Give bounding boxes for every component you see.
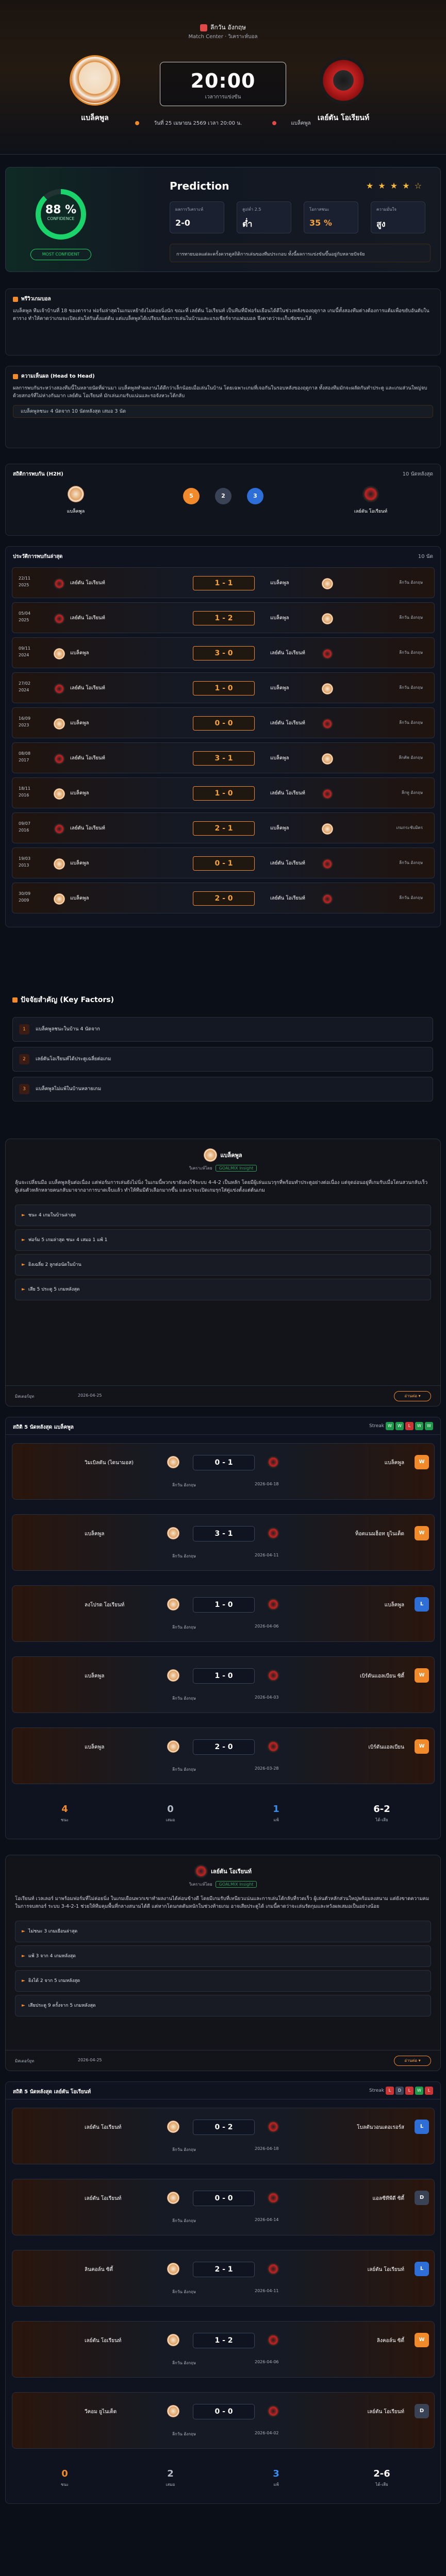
away-analysis-point: ► เสียประตู 9 ครั้งจาก 5 เกมหลังสุด (15, 1995, 431, 2016)
streak-pill: L (425, 2087, 433, 2095)
h2h-summary-section (5, 464, 441, 536)
form-result-badge: W (415, 1526, 429, 1540)
streak-pill: L (405, 2087, 414, 2095)
h2h-left-team: แบล็คพูล (70, 860, 89, 866)
team-logo (267, 2334, 279, 2346)
team-logo (167, 2192, 179, 2204)
form-result-badge: W (415, 1455, 429, 1469)
h2h-away-logo (362, 486, 379, 502)
form-score: 3 - 1 (193, 1526, 255, 1541)
form-result-badge: D (415, 2191, 429, 2205)
team-logo (167, 1598, 179, 1611)
form-result-badge: D (415, 2404, 429, 2418)
h2h-draws: 2 (215, 488, 232, 504)
away-form-title: สถิติ 5 นัดหลังสุด เลย์ตัน โอเรียนท์ (13, 2089, 91, 2095)
form-left-team: เลย์ตัน โอเรียนท์ (85, 2125, 122, 2130)
kickoff-time: 20:00 (190, 70, 256, 92)
h2h-score: 1 - 2 (193, 611, 255, 625)
form-date: 2026-04-06 (255, 1624, 279, 1629)
team-logo (267, 1598, 279, 1611)
h2h-match-row (12, 883, 435, 913)
h2h-analysis-title: ความเห็นผล (Head to Head) (21, 374, 95, 379)
streak-pill: L (405, 1422, 414, 1430)
h2h-score: 0 - 0 (193, 716, 255, 731)
form-date: 2026-04-14 (255, 2217, 279, 2222)
form-score: 0 - 0 (193, 2404, 255, 2419)
league-subtitle: Match Center · วิเคราะห์บอล (188, 34, 258, 40)
bolt-icon (12, 997, 18, 1003)
stat-overunder: สูง/ต่ำ 2.5 ต่ำ (237, 201, 291, 233)
team-logo (54, 578, 65, 589)
h2h-score: 2 - 0 (193, 891, 255, 906)
confidence-ring (36, 189, 86, 240)
h2h-right-team: แบล็คพูล (270, 825, 289, 831)
form-left-team: แบล็คพูล (85, 1744, 105, 1750)
form-match-row (12, 1727, 435, 1784)
preview-text: แบล็คพูล ทีมเจ้าบ้านที่ 18 ของตาราง ฟอร์มล่าสุดในเกมเหย้ายังไม่ค่อยนิ่งนัก ขณะที่ เลย์ตัน โอเรียนท์ เป็นทีมที่มีฟอร์มเยือนได้ดีในช่วงหลังของฤดูกาล เกมนี้ทั้งสองทีมต่างต้องการแต้มเพื่อขยับอันดับในตาราง ทำให้คาดว่าเกมจะเปิดเล่นใส่กันตั้งแต่ต้น แต่แบล็คพูลได้เปรียบเรื่องการเล่นในบ้านและแรงเชียร์จากแฟนบอล จึงคาดว่าจะเก็บชัยชนะได้ (13, 308, 430, 321)
form-match-row (12, 2321, 435, 2378)
team-logo (267, 2121, 279, 2133)
h2h-date: 05/04 2025 (19, 611, 31, 622)
h2h-date: 18/11 2016 (19, 786, 31, 798)
home-analysis-point: ► ชนะ 4 เกมในบ้านล่าสุด (15, 1205, 431, 1226)
away-streak: Streak L D L W L (369, 2087, 433, 2095)
home-team-analysis (5, 1139, 441, 1406)
key-factors-title: ปัจจัยสำคัญ (Key Factors) (21, 996, 114, 1004)
h2h-right-team: แบล็คพูล (270, 755, 289, 761)
h2h-competition: ลีกวัน อังกฤษ (399, 580, 423, 585)
home-team-name: แบล็คพูล (81, 114, 109, 122)
home-read-more-button[interactable]: อ่านต่อ ▾ (394, 1391, 431, 1401)
team-logo (54, 788, 65, 800)
form-left-team: วีคอม ยูไนเต็ด (85, 2409, 117, 2415)
league-title: ลีกวัน อังกฤษ (0, 23, 446, 32)
h2h-competition: ลีกวัน อังกฤษ (399, 685, 423, 690)
rating-stars: ★ ★ ★ ★ ☆ (366, 181, 423, 191)
form-left-team: เลย์ตัน โอเรียนท์ (85, 2338, 122, 2344)
form-right-team: แบล็คพูล (384, 1460, 404, 1466)
calendar-icon (135, 121, 139, 125)
team-logo (322, 753, 333, 765)
h2h-competition: ลีกวัน อังกฤษ (399, 650, 423, 655)
form-competition: ลีกวัน อังกฤษ (172, 1767, 196, 1772)
form-date: 2026-04-02 (255, 2431, 279, 2435)
form-date: 2026-04-11 (255, 2289, 279, 2293)
h2h-home-wins: 5 (183, 488, 200, 504)
home-team-logo (71, 57, 119, 104)
team-logo (167, 1456, 179, 1468)
h2h-right-team: เลย์ตัน โอเรียนท์ (270, 650, 305, 656)
team-logo (54, 648, 65, 659)
form-competition: ลีกวัน อังกฤษ (172, 1696, 196, 1701)
h2h-left-team: เลย์ตัน โอเรียนท์ (70, 580, 105, 586)
h2h-match-row (12, 812, 435, 843)
h2h-date: 08/08 2017 (19, 751, 31, 762)
stat-confidence: ความมั่นใจ สูง (371, 201, 425, 233)
streak-pill: W (415, 1422, 423, 1430)
team-logo (167, 2334, 179, 2346)
away-form-totals: 0 ชนะ 2 เสมอ 3 แพ้ 2-6 ได้-เสีย (60, 2468, 390, 2487)
team-logo (267, 1527, 279, 1539)
form-left-team: ลินคอล์น ซิตี้ (85, 2267, 113, 2273)
form-competition: ลีกวัน อังกฤษ (172, 2361, 196, 2365)
league-icon (200, 24, 207, 31)
shirt-icon (272, 121, 276, 125)
home-team-logo (204, 1148, 217, 1162)
team-logo (267, 1669, 279, 1682)
h2h-match-row (12, 707, 435, 738)
key-factor-item: 3 แบล็คพูลไม่แพ้ในบ้านหลายเกม (12, 1077, 433, 1101)
form-date: 2026-03-28 (255, 1766, 279, 1771)
h2h-score: 2 - 1 (193, 821, 255, 836)
h2h-competition: เกมกระชับมิตร (396, 825, 423, 830)
form-score: 2 - 1 (193, 2262, 255, 2277)
h2h-right-team: เลย์ตัน โอเรียนท์ (270, 860, 305, 866)
h2h-date: 16/09 2023 (19, 716, 31, 727)
form-result-badge: W (415, 1739, 429, 1754)
streak-pill: L (386, 2087, 394, 2095)
confidence-label: CONFIDENCE (47, 216, 75, 221)
away-team-analysis (5, 1855, 441, 2071)
away-analysis-name: เลย์ตัน โอเรียนท์ (211, 1868, 252, 1875)
form-right-team: เลย์ตัน โอเรียนท์ (367, 2267, 404, 2273)
form-competition: ลีกวัน อังกฤษ (172, 2432, 196, 2436)
team-logo (54, 858, 65, 870)
h2h-score: 3 - 0 (193, 646, 255, 660)
form-match-row (12, 1443, 435, 1500)
form-match-row (12, 1585, 435, 1642)
team-logo (267, 2263, 279, 2275)
form-left-team: เลย์ตัน โอเรียนท์ (85, 2196, 122, 2201)
h2h-date: 27/02 2024 (19, 681, 31, 692)
kickoff-box (160, 62, 286, 106)
h2h-competition: ลีกวัน อังกฤษ (399, 720, 423, 725)
team-logo (322, 823, 333, 835)
away-team-logo (194, 1865, 208, 1878)
h2h-right-team: เลย์ตัน โอเรียนท์ (270, 895, 305, 901)
prediction-note: การทายบอลแต่ละครั้งควรดูสถิติการเล่นของทีมประกอบ ทั้งนี้ผลการแข่งขันขึ้นอยู่กับหลายปัจจัย (170, 244, 431, 262)
h2h-left-team: แบล็คพูล (70, 895, 89, 901)
form-result-badge: L (415, 2262, 429, 2276)
h2h-competition: ลีกวัน อังกฤษ (399, 615, 423, 620)
team-logo (54, 893, 65, 905)
stat-result: ผลการวิเคราะห์ 2-0 (170, 201, 224, 233)
team-logo (267, 2192, 279, 2204)
team-logo (167, 1669, 179, 1682)
h2h-left-team: เลย์ตัน โอเรียนท์ (70, 825, 105, 831)
away-analysis-by: วิเคราะห์โดย (189, 1882, 212, 1887)
h2h-right-team: เลย์ตัน โอเรียนท์ (270, 790, 305, 796)
h2h-analysis-tag: แบล็คพูลชนะ 4 นัดจาก 10 นัดหลังสุด เสมอ 3 นัด (13, 405, 433, 418)
form-match-row (12, 1514, 435, 1571)
form-result-badge: L (415, 2120, 429, 2134)
h2h-score: 0 - 1 (193, 856, 255, 871)
h2h-list (5, 546, 441, 927)
team-logo (54, 613, 65, 624)
home-streak: Streak W W L W W (369, 1422, 433, 1430)
form-date: 2026-04-03 (255, 1695, 279, 1700)
form-competition: ลีกวัน อังกฤษ (172, 1625, 196, 1630)
form-match-row (12, 2179, 435, 2235)
form-left-team: แบล็คพูล (85, 1673, 105, 1679)
h2h-left-team: เลย์ตัน โอเรียนท์ (70, 615, 105, 621)
form-date: 2026-04-06 (255, 2360, 279, 2364)
h2h-match-row (12, 848, 435, 878)
team-logo (54, 753, 65, 765)
team-logo (322, 683, 333, 694)
home-analysis-author: มิสเตอร์ยุท (15, 1394, 35, 1399)
away-analysis-badge: GOALMIX Insight (216, 1881, 257, 1888)
prediction-title: Prediction (170, 180, 229, 192)
h2h-summary-title: สถิติการพบกัน (H2H) (13, 471, 63, 477)
form-result-badge: W (415, 1668, 429, 1683)
streak-pill: W (415, 2087, 423, 2095)
most-confident-badge: MOST CONFIDENT (30, 249, 91, 260)
h2h-date: 09/07 2016 (19, 821, 31, 833)
team-logo (322, 718, 333, 730)
streak-pill: D (395, 2087, 404, 2095)
form-match-row (12, 2250, 435, 2307)
team-logo (322, 893, 333, 905)
team-logo (54, 718, 65, 730)
form-result-badge: L (415, 1597, 429, 1612)
h2h-analysis-text: ผลการพบกันระหว่างสองทีมนี้ในหลายนัดที่ผ่านมา แบล็คพูลทำผลงานได้ดีกว่าเล็กน้อยเมื่อเล่นในบ้าน โดยเฉพาะเกมที่เจอกันในรอบหลังของฤดูกาล ทั้งสองทีมมักจะผลัดกันทำประตู และเกมส่วนใหญ่จบด้วยสกอร์ที่ไม่ห่างกันมาก เลย์ตัน โอเรียนท์ มักเล่นเกมรับแน่นและรอจังหวะโต้กลับ (13, 385, 427, 399)
form-right-team: เลย์ตัน โอเรียนท์ (367, 2409, 404, 2415)
team-logo (167, 2263, 179, 2275)
home-analysis-text: ลุ้นจะเปลี่ยนมือ แบล็คพูลลุ้นต่อเนื่อง แต่ฟอร์มการเล่นยังไม่นิ่ง ในเกมนี้พวกเขายังคงใช้ระบบ 4-4-2 เป็นหลัก โดยมีผู้เล่นแนวรุกที่พร้อมทำประตูอย่างต่อเนื่อง แต่จุดอ่อนอยู่ที่เกมรับเมื่อโดนสวนกลับเร็ว ผู้เล่นตัวหลักหลายคนกลับมาจากอาการบาดเจ็บแล้ว ทำให้ทีมมีตัวเลือกมากขึ้น และน่าจะเปิดเกมรุกใส่คู่แข่งตั้งแต่ต้นเกม (15, 1180, 428, 1193)
h2h-competition: ลีกทู อังกฤษ (401, 790, 423, 795)
preview-section (5, 289, 441, 355)
home-analysis-point: ► ฟอร์ม 5 เกมล่าสุด ชนะ 4 เสมอ 1 แพ้ 1 (15, 1229, 431, 1251)
away-analysis-text: โอเรียนท์ เวลเลอร์ มาพร้อมฟอร์มที่ไม่ค่อยนิ่ง ในเกมเยือนพวกเขาทำผลงานได้ค่อนข้างดี โดยมีเกมรับที่เหนียวแน่นและการเล่นโต้กลับที่รวดเร็ว ผู้เล่นตัวหลักส่วนใหญ่พร้อมลงสนาม แต่ยังขาดความคมในการจบสกอร์ ระบบ 3-4-2-1 ช่วยให้ทีมคุมพื้นที่กลางสนามได้ดี แต่หากโดนกดดันหนักในช่วงท้ายเกม อาจเสียประตูได้ เกมนี้คาดว่าจะเล่นรัดกุมและหวังผลเสมอเป็นอย่างน้อย (15, 1896, 430, 1909)
h2h-left-team: เลย์ตัน โอเรียนท์ (70, 755, 105, 761)
home-form-section (5, 1417, 441, 1839)
preview-title: พรีวิวเกมบอล (21, 296, 51, 302)
form-date: 2026-04-11 (255, 1553, 279, 1557)
document-icon (13, 297, 18, 302)
h2h-right-team: เลย์ตัน โอเรียนท์ (270, 720, 305, 726)
h2h-date: 09/11 2024 (19, 646, 31, 657)
form-left-team: ลงโปรด โอเรียนท์ (85, 1602, 125, 1608)
h2h-score: 1 - 0 (193, 681, 255, 696)
team-logo (322, 613, 333, 624)
h2h-date: 30/09 2009 (19, 891, 31, 903)
key-factor-item: 2 เลย์ตันโอเรียนท์ได้ประตูเฉลี่ยต่อเกม (12, 1047, 433, 1072)
form-score: 1 - 0 (193, 1597, 255, 1613)
team-logo (322, 648, 333, 659)
away-analysis-author: มิสเตอร์ยุท (15, 2059, 35, 2063)
h2h-right-team: แบล็คพูล (270, 615, 289, 621)
h2h-match-row (12, 672, 435, 703)
away-form-section (5, 2081, 441, 2504)
form-date: 2026-04-18 (255, 1482, 279, 1486)
match-teams: แบล็คพูล (265, 121, 318, 126)
form-score: 0 - 2 (193, 2120, 255, 2135)
team-logo (167, 1740, 179, 1753)
key-factors (5, 988, 441, 1101)
home-analysis-name: แบล็คพูล (220, 1152, 242, 1159)
form-match-row (12, 2108, 435, 2164)
form-competition: ลีกวัน อังกฤษ (172, 1554, 196, 1558)
confidence-value: 88 % (45, 204, 77, 216)
form-score: 1 - 2 (193, 2333, 255, 2348)
form-date: 2026-04-18 (255, 2146, 279, 2151)
h2h-score: 3 - 1 (193, 751, 255, 766)
streak-pill: W (425, 1422, 433, 1430)
h2h-left-team: เลย์ตัน โอเรียนท์ (70, 685, 105, 691)
h2h-home-logo (68, 486, 84, 502)
home-analysis-date: 2026-04-25 (78, 1393, 102, 1398)
kickoff-label: เวลาการแข่งขัน (205, 94, 241, 100)
prediction-card (5, 167, 441, 272)
team-logo (54, 683, 65, 694)
h2h-left-team: แบล็คพูล (70, 650, 89, 656)
streak-pill: W (395, 1422, 404, 1430)
h2h-right-team: แบล็คพูล (270, 580, 289, 586)
team-logo (267, 1456, 279, 1468)
form-right-team: เบิร์ตันแอลเบียน (368, 1744, 404, 1750)
home-analysis-by: วิเคราะห์โดย (189, 1166, 212, 1171)
match-date: วันที่ 25 เมษายน 2569 เวลา 20:00 น. (128, 121, 249, 126)
form-competition: ลีกวัน อังกฤษ (172, 2147, 196, 2152)
team-logo (267, 2405, 279, 2417)
h2h-home-name: แบล็คพูล (67, 509, 85, 514)
match-hero (0, 0, 446, 155)
h2h-match-row (12, 742, 435, 773)
h2h-date: 19/03 2013 (19, 856, 31, 868)
form-match-row (12, 2392, 435, 2449)
home-form-title: สถิติ 5 นัดหลังสุด แบล็คพูล (13, 1425, 74, 1430)
form-right-team: ลิงคอล์น ซิตี้ (376, 2338, 404, 2344)
h2h-right-team: แบล็คพูล (270, 685, 289, 691)
form-left-team: แบล็คพูล (85, 1531, 105, 1537)
home-analysis-point: ► เสีย 5 ประตู 5 เกมหลังสุด (15, 1279, 431, 1300)
away-analysis-date: 2026-04-25 (78, 2058, 102, 2062)
form-left-team: วิมเบิลดัน (ไดนามอส) (85, 1460, 134, 1466)
team-logo (167, 2121, 179, 2133)
h2h-competition: ลีกวัน อังกฤษ (399, 860, 423, 865)
h2h-list-count: 10 นัด (418, 554, 433, 560)
streak-pill: W (386, 1422, 394, 1430)
h2h-date: 22/11 2025 (19, 576, 31, 587)
h2h-score: 1 - 1 (193, 576, 255, 590)
away-team-name: เลย์ตัน โอเรียนท์ (317, 114, 370, 122)
team-logo (167, 1527, 179, 1539)
away-team-logo (320, 57, 367, 104)
form-competition: ลีกวัน อังกฤษ (172, 2290, 196, 2294)
form-score: 2 - 0 (193, 1739, 255, 1755)
form-score: 0 - 1 (193, 1455, 255, 1470)
stat-winchance: โอกาสชนะ 35 % (304, 201, 358, 233)
h2h-away-wins: 3 (247, 488, 263, 504)
h2h-analysis-section (5, 366, 441, 448)
compare-icon (13, 374, 18, 379)
h2h-away-name: เลย์ตัน โอเรียนท์ (354, 509, 388, 514)
away-analysis-point: ► ยิงได้ 2 จาก 5 เกมหลังสุด (15, 1970, 431, 1992)
h2h-score: 1 - 0 (193, 786, 255, 801)
h2h-left-team: แบล็คพูล (70, 720, 89, 726)
form-right-team: เบิร์ตันแอลเบียน ซิตี้ (360, 1673, 404, 1679)
team-logo (322, 578, 333, 589)
form-right-team: แอลซีทีพีดี ซิตี้ (372, 2196, 404, 2201)
h2h-match-row (12, 777, 435, 808)
away-read-more-button[interactable]: อ่านต่อ ▾ (394, 2056, 431, 2066)
form-competition: ลีกวัน อังกฤษ (172, 2218, 196, 2223)
team-logo (167, 2405, 179, 2417)
form-right-team: ท็อตแนมฮ็อท ยูไนเต็ด (355, 1531, 404, 1537)
form-right-team: โบลตันวอนเดอเรอร์ส (357, 2125, 404, 2130)
home-form-totals: 4 ชนะ 0 เสมอ 1 แพ้ 6-2 ได้-เสีย (60, 1804, 390, 1822)
h2h-summary-count: 10 นัดหลังสุด (402, 471, 433, 477)
key-factor-item: 1 แบล็คพูลชนะในบ้าน 4 นัดจาก (12, 1017, 433, 1042)
home-analysis-point: ► ยิงเฉลี่ย 2 ลูกต่อนัดในบ้าน (15, 1254, 431, 1276)
form-score: 0 - 0 (193, 2191, 255, 2206)
match-meta (0, 120, 446, 127)
away-analysis-point: ► แพ้ 3 จาก 4 เกมหลังสุด (15, 1945, 431, 1967)
team-logo (54, 823, 65, 835)
h2h-match-row (12, 602, 435, 633)
h2h-competition: ลีกวัน อังกฤษ (399, 895, 423, 900)
away-analysis-point: ► ไม่ชนะ 3 เกมเยือนล่าสุด (15, 1921, 431, 1942)
form-competition: ลีกวัน อังกฤษ (172, 1483, 196, 1487)
home-analysis-badge: GOALMIX Insight (216, 1165, 257, 1172)
team-logo (267, 1740, 279, 1753)
form-match-row (12, 1656, 435, 1713)
form-result-badge: W (415, 2333, 429, 2347)
h2h-match-row (12, 567, 435, 598)
form-right-team: แบล็คพูล (384, 1602, 404, 1608)
h2h-left-team: แบล็คพูล (70, 790, 89, 796)
team-logo (322, 858, 333, 870)
h2h-list-title: ประวัติการพบกันล่าสุด (13, 554, 63, 560)
team-logo (322, 788, 333, 800)
h2h-match-row (12, 637, 435, 668)
h2h-competition: ลีกคัพ อังกฤษ (399, 755, 423, 760)
form-score: 1 - 0 (193, 1668, 255, 1684)
